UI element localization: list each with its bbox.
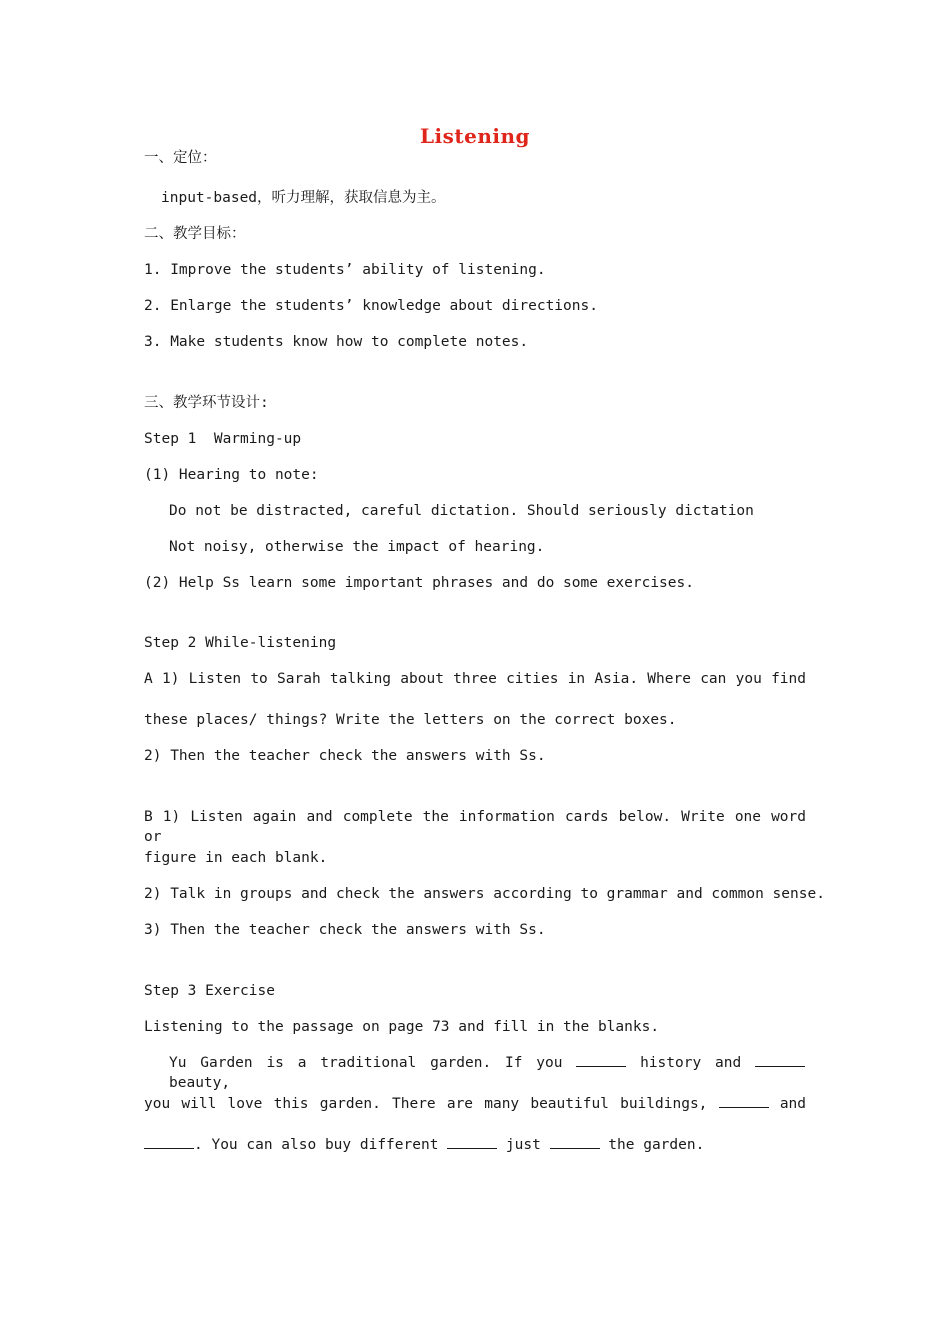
objective-item: 2. Enlarge the students’ knowledge about directions. (144, 298, 598, 314)
fill-blank[interactable] (755, 1065, 805, 1067)
fill-blank[interactable] (719, 1106, 769, 1108)
section-1-body: input-based，听力理解，获取信息为主。 (161, 190, 446, 206)
step-2-b1-line-2: figure in each blank. (144, 850, 328, 866)
passage-text: beauty, (169, 1075, 231, 1091)
passage-line-3 (144, 1135, 704, 1155)
step-1-item-1-line-1: Do not be distracted, careful dictation. Should seriously dictation (169, 503, 754, 519)
fill-blank[interactable] (144, 1147, 194, 1149)
step-3-instruction: Listening to the passage on page 73 and fill in the blanks. (144, 1019, 660, 1035)
fill-blank[interactable] (550, 1147, 600, 1149)
passage-text: and (779, 1096, 807, 1112)
passage-text: the garden. (608, 1137, 705, 1153)
step-1-item-2: (2) Help Ss learn some important phrases and do some exercises. (144, 575, 694, 591)
step-1-item-1-line-2: Not noisy, otherwise the impact of hearing. (169, 539, 545, 555)
section-1-heading: 一、定位： (144, 150, 217, 166)
passage-text: Yu Garden is a traditional garden. If you (169, 1055, 563, 1071)
section-3-heading: 三、教学环节设计: (144, 395, 269, 411)
passage-line-1 (169, 1053, 805, 1093)
step-2-a1-line-2: these places/ things? Write the letters on the correct boxes. (144, 712, 677, 728)
step-2-a1-line-1: A 1) Listen to Sarah talking about three cities in Asia. Where can you find (144, 671, 806, 687)
passage-line-2 (144, 1094, 806, 1114)
step-2-a2: 2) Then the teacher check the answers with Ss. (144, 748, 546, 764)
section-2-heading: 二、教学目标： (144, 226, 246, 242)
passage-text: . You can also buy different (194, 1137, 439, 1153)
passage-text: history and (640, 1055, 742, 1071)
step-2-heading: Step 2 While-listening (144, 635, 337, 651)
step-2-b3: 3) Then the teacher check the answers with Ss. (144, 922, 546, 938)
passage-text: you will love this garden. There are many beautiful buildings, (144, 1096, 708, 1112)
objective-item: 3. Make students know how to complete notes. (144, 334, 529, 350)
objective-item: 1. Improve the students’ ability of listening. (144, 262, 546, 278)
fill-blank[interactable] (447, 1147, 497, 1149)
step-2-b1-line-1: B 1) Listen again and complete the information cards below. Write one word or (144, 809, 806, 845)
step-1-heading: Step 1 Warming-up (144, 431, 302, 447)
document-title: Listening (419, 124, 531, 148)
passage-text: just (505, 1137, 541, 1153)
fill-blank[interactable] (576, 1065, 626, 1067)
step-2-b2: 2) Talk in groups and check the answers according to grammar and common sense. (144, 886, 825, 902)
step-1-item-1-label: (1) Hearing to note: (144, 467, 319, 483)
step-3-heading: Step 3 Exercise (144, 983, 275, 999)
